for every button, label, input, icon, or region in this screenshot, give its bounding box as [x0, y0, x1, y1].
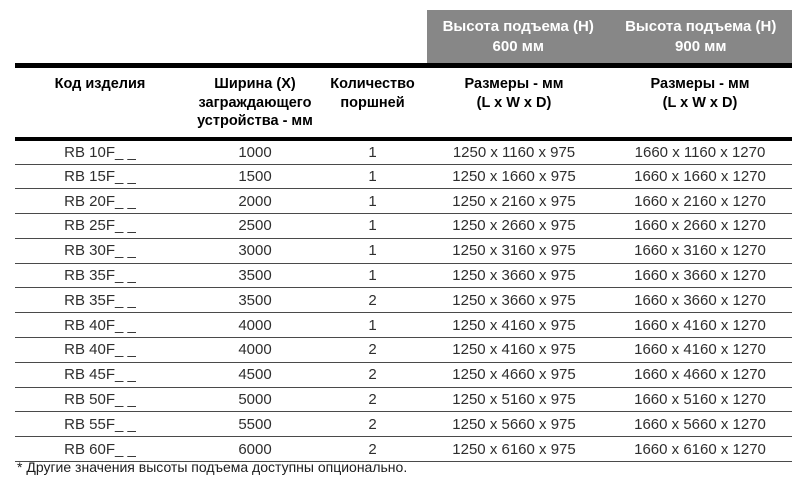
cell-product-code: RB 50F_ _: [15, 387, 185, 412]
table-row: [15, 338, 792, 363]
cell-dimensions-900: 1660 x 5160 x 1270: [608, 387, 792, 412]
lift-height-600-label: Высота подъема (H): [442, 17, 594, 35]
cell-dimensions-900: 1660 x 4660 x 1270: [608, 362, 792, 387]
cell-dimensions-900: 1660 x 5660 x 1270: [608, 412, 792, 437]
cell-dimensions-900: 1660 x 1160 x 1270: [608, 139, 792, 165]
cell-product-code: RB 40F_ _: [15, 313, 185, 338]
cell-dimensions-600: 1250 x 6160 x 975: [420, 437, 608, 462]
cell-dimensions-600: 1250 x 5660 x 975: [420, 412, 608, 437]
cell-product-code: RB 20F_ _: [15, 189, 185, 214]
cell-dimensions-600: 1250 x 2660 x 975: [420, 214, 608, 239]
cell-product-code: RB 35F_ _: [15, 288, 185, 313]
cell-piston-count: 2: [325, 412, 420, 437]
cell-dimensions-900: 1660 x 1660 x 1270: [608, 164, 792, 189]
lift-height-600-value: 600 мм: [492, 37, 544, 55]
cell-piston-count: 1: [325, 214, 420, 239]
cell-dimensions-600: 1250 x 3660 x 975: [420, 288, 608, 313]
col-header-product-code: [15, 66, 185, 139]
col-header-line: Количество: [330, 76, 415, 92]
col-header-width: [185, 66, 325, 139]
cell-width: 6000: [185, 437, 325, 462]
cell-dimensions-600: 1250 x 4160 x 975: [420, 313, 608, 338]
cell-piston-count: 2: [325, 387, 420, 412]
cell-product-code: RB 30F_ _: [15, 238, 185, 263]
col-header-pistons: [325, 66, 420, 139]
lift-height-header-band: [427, 10, 792, 63]
cell-width: 3000: [185, 238, 325, 263]
cell-width: 2000: [185, 189, 325, 214]
cell-product-code: RB 45F_ _: [15, 362, 185, 387]
lift-height-900-label: Высота подъема (H): [625, 17, 777, 35]
product-spec-table: [15, 63, 792, 462]
table-row: [15, 437, 792, 462]
cell-dimensions-900: 1660 x 2660 x 1270: [608, 214, 792, 239]
cell-dimensions-600: 1250 x 2160 x 975: [420, 189, 608, 214]
col-header-line: Ширина (X): [214, 76, 296, 92]
cell-dimensions-600: 1250 x 4660 x 975: [420, 362, 608, 387]
cell-dimensions-600: 1250 x 1160 x 975: [420, 139, 608, 165]
cell-dimensions-900: 1660 x 6160 x 1270: [608, 437, 792, 462]
cell-width: 2500: [185, 214, 325, 239]
cell-product-code: RB 25F_ _: [15, 214, 185, 239]
cell-width: 5500: [185, 412, 325, 437]
cell-dimensions-600: 1250 x 4160 x 975: [420, 338, 608, 363]
table-row: [15, 164, 792, 189]
cell-dimensions-900: 1660 x 3160 x 1270: [608, 238, 792, 263]
cell-dimensions-900: 1660 x 2160 x 1270: [608, 189, 792, 214]
cell-dimensions-900: 1660 x 4160 x 1270: [608, 338, 792, 363]
cell-product-code: RB 55F_ _: [15, 412, 185, 437]
cell-product-code: RB 40F_ _: [15, 338, 185, 363]
col-header-dimensions-900: [608, 66, 792, 139]
cell-width: 4000: [185, 338, 325, 363]
cell-width: 4000: [185, 313, 325, 338]
table-row: [15, 189, 792, 214]
cell-piston-count: 2: [325, 362, 420, 387]
table-row: [15, 139, 792, 165]
table-row: [15, 214, 792, 239]
cell-width: 5000: [185, 387, 325, 412]
cell-dimensions-600: 1250 x 5160 x 975: [420, 387, 608, 412]
cell-width: 4500: [185, 362, 325, 387]
col-header-line: (L x W x D): [662, 94, 738, 111]
table-row: [15, 412, 792, 437]
col-header-line: Размеры - мм: [464, 76, 564, 92]
cell-piston-count: 1: [325, 263, 420, 288]
lift-height-900-header: [610, 10, 793, 63]
col-header-line: устройства - мм: [197, 113, 313, 129]
col-header-line: заграждающего: [198, 94, 312, 111]
table-body: [15, 139, 792, 462]
cell-product-code: RB 10F_ _: [15, 139, 185, 165]
col-header-line: поршней: [340, 94, 405, 111]
table-row: [15, 362, 792, 387]
cell-piston-count: 2: [325, 437, 420, 462]
col-header-dimensions-600: [420, 66, 608, 139]
cell-piston-count: 1: [325, 189, 420, 214]
col-header-line: Размеры - мм: [650, 76, 750, 92]
cell-dimensions-900: 1660 x 4160 x 1270: [608, 313, 792, 338]
cell-piston-count: 1: [325, 313, 420, 338]
lift-height-900-value: 900 мм: [675, 37, 727, 55]
col-header-line: Код изделия: [54, 76, 146, 92]
cell-piston-count: 1: [325, 238, 420, 263]
cell-piston-count: 1: [325, 139, 420, 165]
cell-width: 1500: [185, 164, 325, 189]
cell-piston-count: 2: [325, 288, 420, 313]
table-row: [15, 313, 792, 338]
table-row: [15, 238, 792, 263]
footnote: * Другие значения высоты подъема доступны опционально.: [17, 459, 408, 475]
cell-width: 3500: [185, 288, 325, 313]
cell-piston-count: 1: [325, 164, 420, 189]
table-row: [15, 288, 792, 313]
cell-width: 1000: [185, 139, 325, 165]
cell-dimensions-900: 1660 x 3660 x 1270: [608, 288, 792, 313]
cell-dimensions-600: 1250 x 3660 x 975: [420, 263, 608, 288]
lift-height-600-header: [427, 10, 610, 63]
cell-width: 3500: [185, 263, 325, 288]
table-row: [15, 263, 792, 288]
column-header-row: [15, 66, 792, 139]
cell-product-code: RB 35F_ _: [15, 263, 185, 288]
cell-dimensions-600: 1250 x 3160 x 975: [420, 238, 608, 263]
cell-dimensions-900: 1660 x 3660 x 1270: [608, 263, 792, 288]
cell-piston-count: 2: [325, 338, 420, 363]
col-header-line: (L x W x D): [476, 94, 552, 111]
table-row: [15, 387, 792, 412]
cell-dimensions-600: 1250 x 1660 x 975: [420, 164, 608, 189]
cell-product-code: RB 15F_ _: [15, 164, 185, 189]
cell-product-code: RB 60F_ _: [15, 437, 185, 462]
